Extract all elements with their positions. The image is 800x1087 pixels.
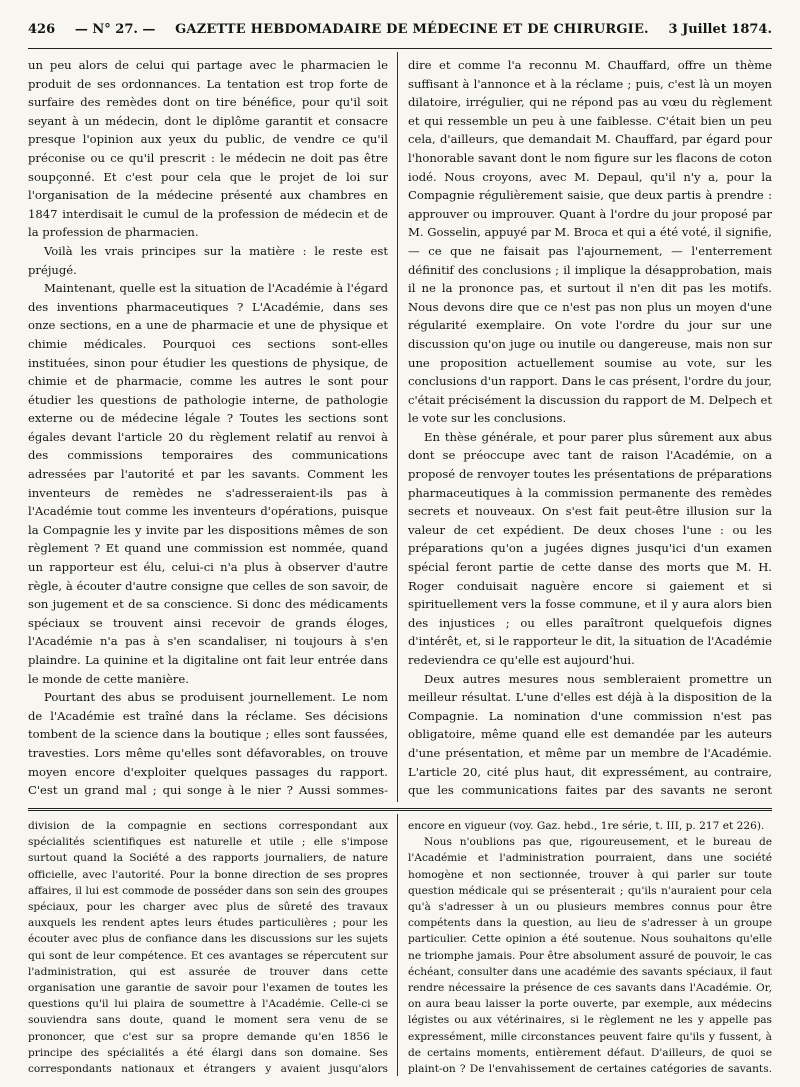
column-divider-lower (397, 814, 398, 1076)
upper-left-column (28, 56, 388, 802)
issue-date: 3 Juillet 1874. (668, 22, 772, 37)
paragraph: Maintenant, quelle est la situation de l'Académie à l'égard des inventions pharmaceutiques ? L'Académie, dans ses onze sections, en a une de pharmacie et une de physique et chimie médicales. Pourquoi ces sections sont-elles instituées, sinon pour étudier les questions de physique, de chimie et de pharmacie, comme les autres le sont pour étudier les questions de pathologie interne, de pathologie externe ou de médecine légale ? Toutes les sections sont égales devant l'article 20 du règlement relatif au renvoi à des commissions temporaires des communications adressées par l'autorité et par les savants. Comment les inventeurs de remèdes ne s'adresseraient-ils pas à l'Académie tout comme les inventeurs d'opérations, puisque la Compagnie les y invite par les dispositions mêmes de son règlement ? Et quand une commission est nommée, quand un rapporteur est élu, celui-ci n'a plus à observer d'autre règle, à écouter d'autre consigne que celles de son savoir, de son jugement et de sa conscience. Si donc des médicaments spéciaux se trouvent ainsi recevoir de grands éloges, l'Académie n'a pas à s'en scandaliser, ni toujours à s'en plaindre. La quinine et la digitaline ont fait leur entrée dans le monde de cette manière. (28, 281, 388, 686)
journal-title: GAZETTE HEBDOMADAIRE DE MÉDECINE ET DE CHIRURGIE. (175, 22, 649, 37)
page-number: 426 (28, 22, 56, 37)
paragraph: Deux autres mesures nous sembleraient promettre un meilleur résultat. L'une d'elles est déjà à la disposition de la Compagnie. La nomination d'une commission n'est pas obligatoire, même quand elle est demandée par les auteurs d'une présentation, et même par un membre de l'Académie. L'article 20, cité plus haut, dit expressément, au contraire, que les communications faites par des savants ne seront (408, 671, 772, 798)
paragraph: un peu alors de celui qui partage avec le pharmacien le produit de ses ordonnances. La tentation est trop forte de surfaire des remèdes dont on tire bénéfice, pour qu'il soit seyant à un médecin, dont le diplôme garantit et consacre presque l'opinion aux yeux du public, de vendre ce qu'il préconise ou ce qu'il prescrit : le médecin ne doit pas être soupçonné. Et c'est pour cela que le projet de loi sur l'organisation de la médecine présenté aux chambres en 1847 interdisait le cumul de la profession de médecin et de la profession de pharmacien. (28, 58, 388, 240)
paragraph: division de la compagnie en sections correspondant aux spécialités scientifiques est naturelle et utile ; elle s'impose surtout quand la Société a des rapports journaliers, de nature officielle, avec l'autorité. Pour la bonne direction de ses propres affaires, il lui est commode de posséder dans son sein des groupes spéciaux, pour les charger avec plus de sûreté des travaux auxquels les rendent aptes leurs études particulières ; pour les écouter avec plus de confiance dans les discussions sur les sujets qui sont de leur compétence. Et ces avantages se répercutent sur l'administration, qui est assurée de trouver dans cette organisation une garantie de savoir pour l'examen de toutes les questions qu'il lui plaira de soumettre à l'Académie. Celle-ci se souviendra sans doute, quand le moment sera venu de se prononcer, que c'est sur sa propre demande qu'en 1856 le principe des spécialités a été élargi dans son domaine. Ses correspondants nationaux et étrangers y avaient jusqu'alors (28, 820, 388, 1076)
lower-right-column (408, 818, 772, 1078)
upper-right-column (408, 56, 772, 802)
paragraph: Nous n'oublions pas que, rigoureusement, et le bureau de l'Académie et l'administration pourraient, dans une société homogène et non sectionnée, trouver à qui parler sur toute question médicale qui se présenterait ; qu'ils n'auraient pour cela qu'à s'adresser à un ou plusieurs membres connus pour être compétents dans la question, au lieu de s'adresser à un groupe particulier. Cette opinion a été soutenue. Nous souhaitons qu'elle ne triomphe jamais. Pour être absolument assuré de pouvoir, le cas échéant, consulter dans une académie des savants spéciaux, il faut rendre nécessaire la présence de ces savants dans l'Académie. Or, on aura beau laisser la porte ouverte, par exemple, aux médecins légistes ou aux vétérinaires, si le règlement ne les y appelle pas expressément, mille circonstances peuvent faire qu'ils y fussent, à de certains moments, entièrement défaut. D'ailleurs, de quoi se plaint-on ? De l'envahissement de certaines catégories de savants. (408, 836, 772, 1076)
issue-number: — N° 27. — (74, 22, 156, 37)
paragraph: Pourtant des abus se produisent journellement. Le nom de l'Académie est traîné dans la réclame. Ses décisions tombent de la science dans la boutique ; elles sont faussées, travesties. Lors même qu'elles sont défavorables, on trouve moyen encore d'exploiter quelques passages du rapport. C'est un grand mal ; qui songe à le nier ? Aussi sommes- (28, 690, 388, 798)
paragraph: encore en vigueur (voy. Gaz. hebd., 1re série, t. III, p. 217 et 226). (408, 820, 765, 832)
lower-left-column (28, 818, 388, 1078)
header-rule (28, 48, 772, 49)
section-divider (28, 808, 772, 811)
paragraph: dire et comme l'a reconnu M. Chauffard, offre un thème suffisant à l'annonce et à la réclame ; puis, c'est là un moyen dilatoire, irrégulier, qui ne répond pas au vœu du règlement et qui ressemble un peu à une faiblesse. C'était bien un peu cela, d'ailleurs, que demandait M. Chauffard, par égard pour l'honorable savant dont le nom figure sur les flacons de coton iodé. Nous croyons, avec M. Depaul, qu'il n'y a, pour la Compagnie régulièrement saisie, que deux partis à prendre : approuver ou improuver. Quant à l'ordre du jour proposé par M. Gosselin, appuyé par M. Broca et qui a été voté, il signifie, — ce que ne faisait pas l'ajournement, — l'enterrement définitif des conclusions ; il implique la désapprobation, mais il ne la prononce pas, et surtout il n'en dit pas les motifs. Nous devons dire que ce n'est pas non plus un moyen d'une régularité exemplaire. On vote l'ordre du jour sur une discussion qu'on juge ou inutile ou dangereuse, mais non sur une proposition actuellement soumise au vote, sur les conclusions d'un rapport. Dans le cas présent, l'ordre du jour, c'était précisément la discussion du rapport de M. Delpech et le vote sur les conclusions. (408, 58, 772, 426)
column-divider-upper (397, 52, 398, 802)
paragraph: En thèse générale, et pour parer plus sûrement aux abus dont se préoccupe avec tant de raison l'Académie, on a proposé de renvoyer toutes les présentations de préparations pharmaceutiques à la commission permanente des remèdes secrets et nouveaux. On s'est fait peut-être illusion sur la valeur de cet expédient. De deux choses l'une : ou les préparations qu'on a jugées dignes jusqu'ici d'un examen spécial feront partie de cette danse des morts que M. H. Roger conduisait naguère encore si gaiement et si spirituellement vers la fosse commune, et il y aura alors bien des injustices ; ou elles paraîtront quelquefois dignes d'intérêt, et, si le rapporteur le dit, la situation de l'Académie redeviendra ce qu'elle est aujourd'hui. (408, 429, 772, 667)
page-header (28, 22, 772, 44)
paragraph: Voilà les vrais principes sur la matière : le reste est préjugé. (28, 243, 388, 277)
